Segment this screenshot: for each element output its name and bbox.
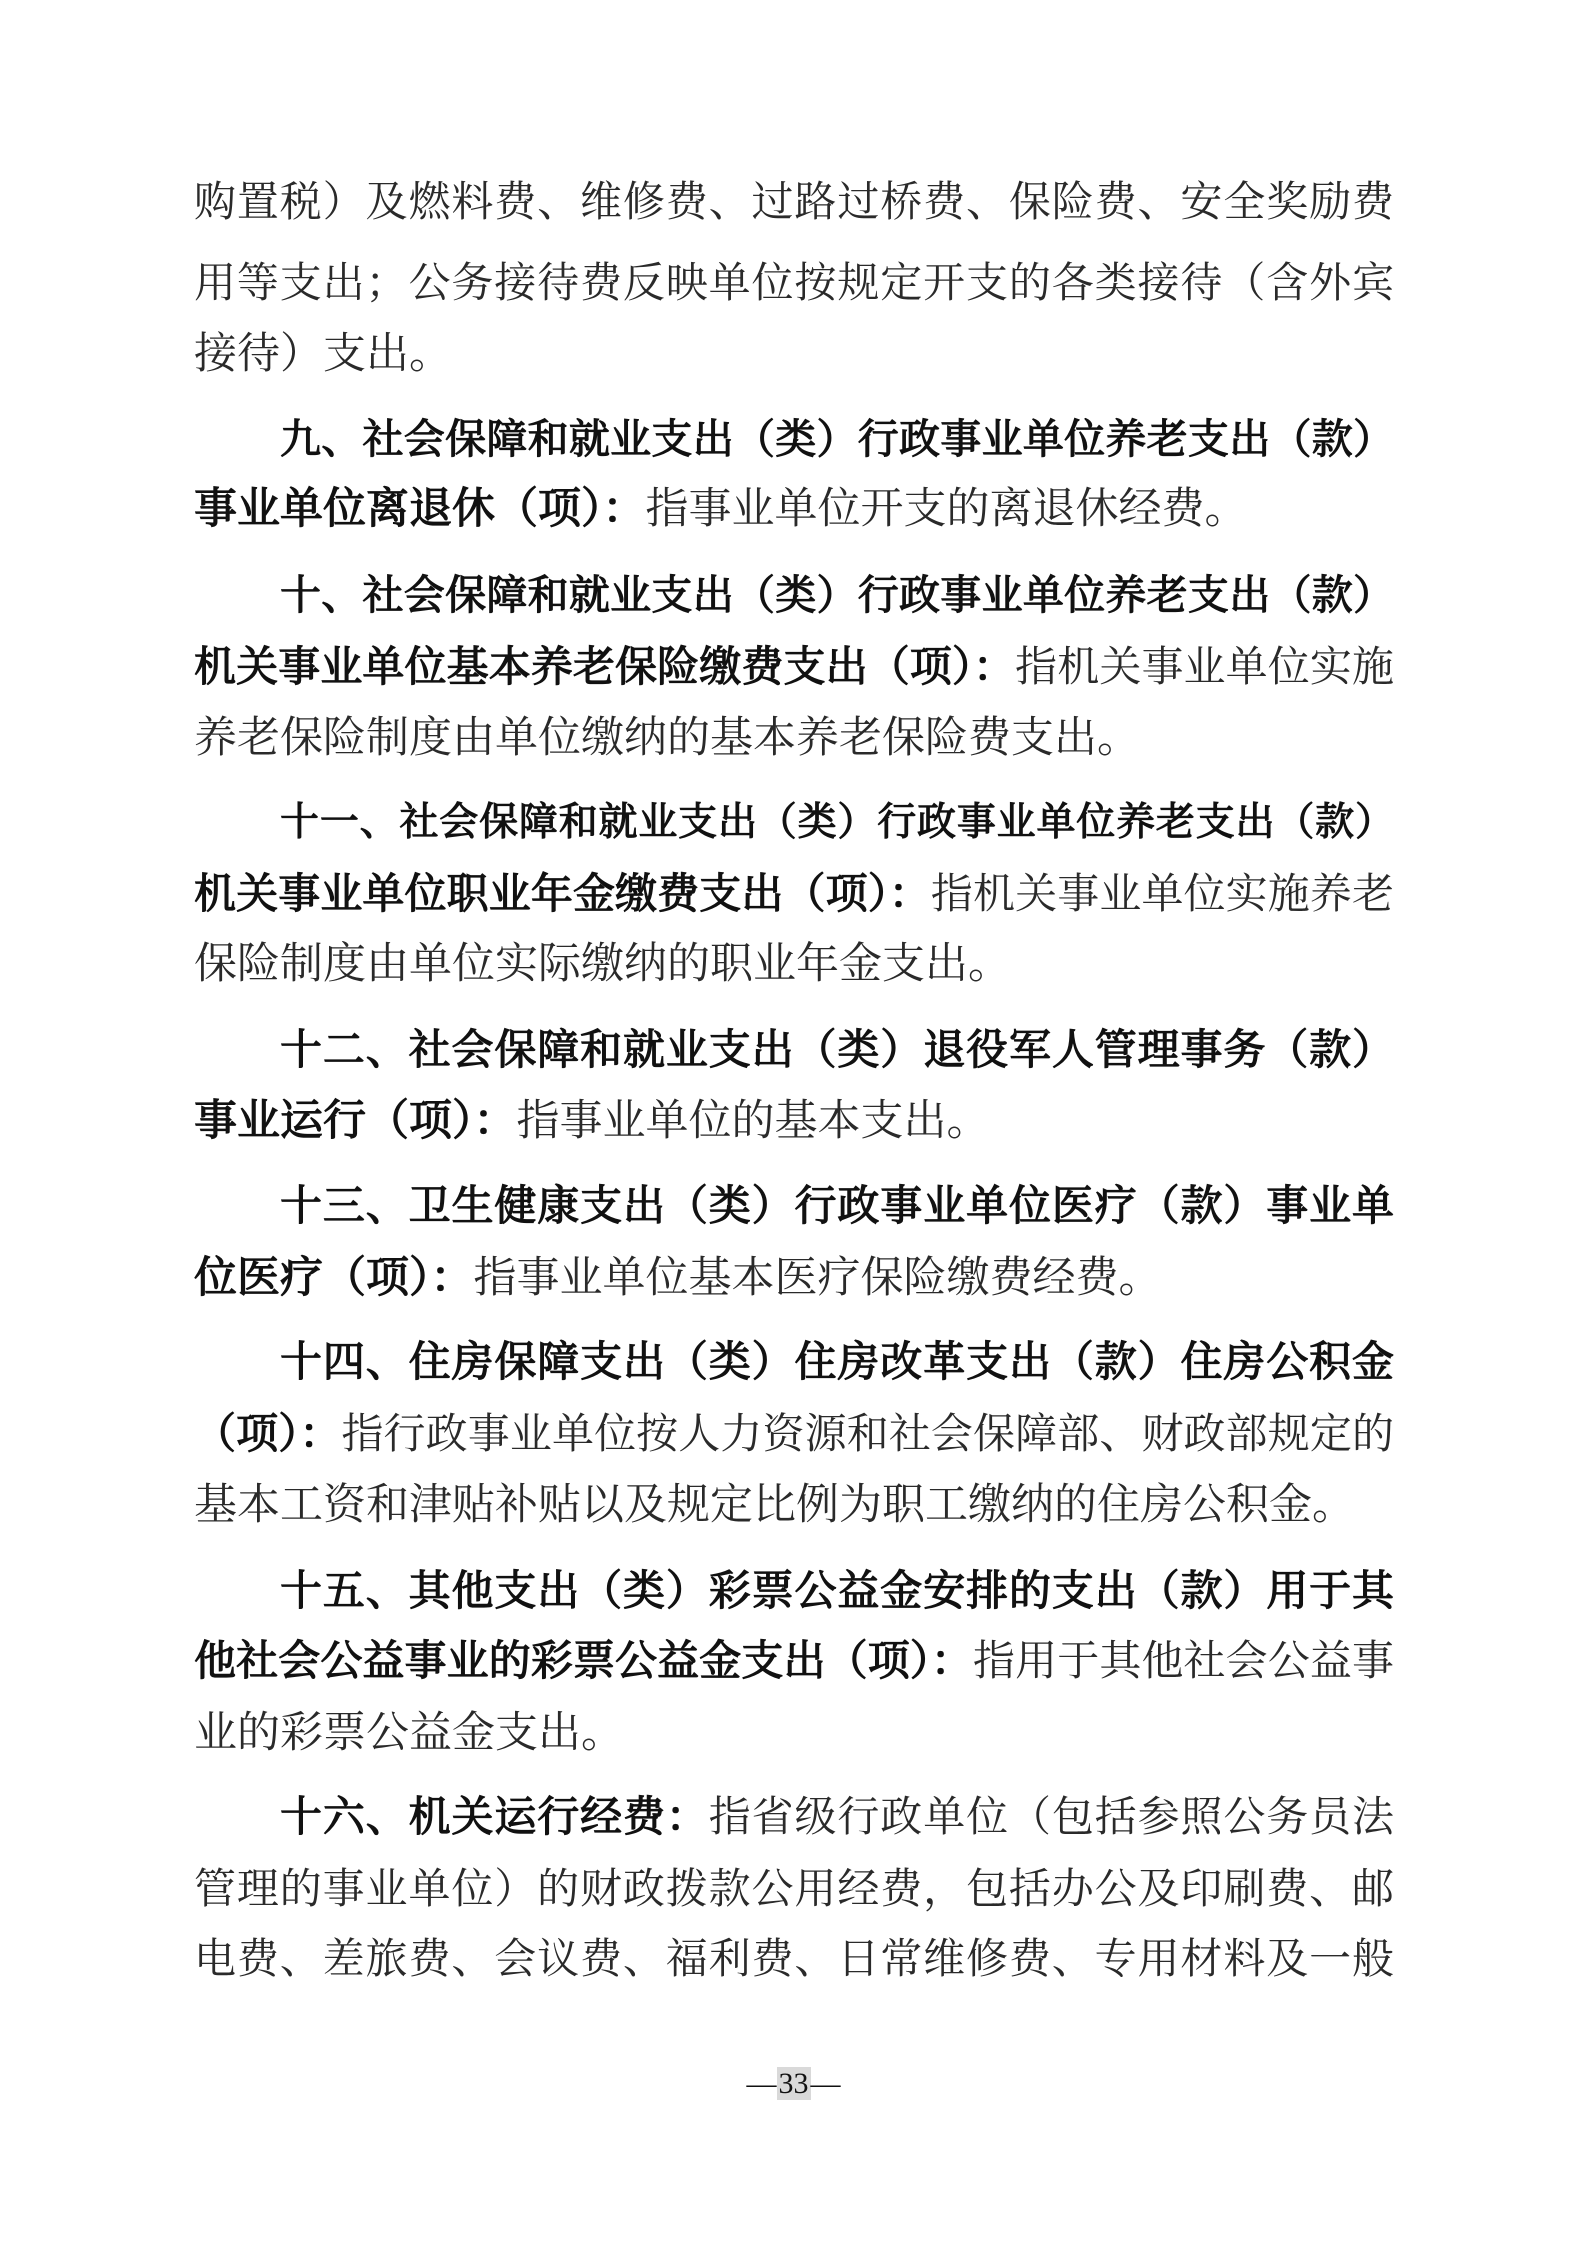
section-heading-text: 事业运行（项）： (194, 1096, 517, 1146)
text-line (194, 710, 1394, 766)
section-heading-text: 十二、社会保障和就业支出（类）退役军人管理事务（款） (280, 1025, 1394, 1074)
section-heading-text: 十四、住房保障支出（类）住房改革支出（款）住房公积金 (280, 1337, 1394, 1386)
section-heading-text: 他社会公益事业的彩票公益金支出（项）： (194, 1636, 974, 1685)
section-heading-text: 十一、社会保障和就业支出（类）行政事业单位养老支出（款） (280, 800, 1394, 845)
text-line (194, 1477, 1394, 1533)
text-line (280, 1022, 1394, 1078)
footer-dash-left: — (746, 2067, 777, 2100)
footer-dash-right: — (810, 2067, 841, 2100)
body-text: 指行政事业单位按人力资源和社会保障部、财政部规定的 (341, 1409, 1394, 1458)
text-line (194, 866, 1394, 922)
text-line (194, 174, 1394, 230)
text-line (280, 1334, 1394, 1390)
text-line (280, 1563, 1394, 1619)
body-text: 用等支出；公务接待费反映单位按规定开支的各类接待（含外宾 (194, 258, 1394, 307)
section-heading-text: 机关事业单位基本养老保险缴费支出（项）： (194, 642, 1016, 691)
section-heading-text: 事业单位离退休（项）： (194, 484, 646, 534)
body-text: 基本工资和津贴补贴以及规定比例为职工缴纳的住房公积金。 (194, 1480, 1355, 1530)
text-line (194, 326, 1394, 382)
section-heading-text: 九、社会保障和就业支出（类）行政事业单位养老支出（款） (280, 415, 1394, 463)
body-text: 购置税）及燃料费、维修费、过路过桥费、保险费、安全奖励费 (194, 177, 1394, 226)
section-heading-text: （项）： (194, 1409, 342, 1458)
body-text: 指省级行政单位（包括参照公务员法 (708, 1792, 1394, 1841)
body-text: 接待）支出。 (194, 329, 452, 379)
text-line (194, 1093, 1394, 1149)
section-heading-text: 位医疗（项）： (194, 1253, 474, 1303)
text-line (280, 1178, 1394, 1234)
text-line (194, 936, 1394, 992)
body-text: 养老保险制度由单位缴纳的基本养老保险费支出。 (194, 713, 1140, 763)
body-text: 保险制度由单位实际缴纳的职业年金支出。 (194, 939, 1011, 989)
text-line (194, 1861, 1394, 1917)
text-line (194, 1931, 1394, 1987)
text-line (194, 481, 1394, 537)
body-text: 管理的事业单位）的财政拨款公用经费，包括办公及印刷费、邮 (194, 1864, 1394, 1913)
text-line (280, 567, 1394, 623)
body-text: 电费、差旅费、会议费、福利费、日常维修费、专用材料及一般 (194, 1934, 1394, 1983)
body-text: 业的彩票公益金支出。 (194, 1708, 624, 1758)
body-text: 指事业单位的基本支出。 (516, 1096, 990, 1146)
section-heading-text: 十三、卫生健康支出（类）行政事业单位医疗（款）事业单 (280, 1181, 1394, 1230)
section-heading-text: 十、社会保障和就业支出（类）行政事业单位养老支出（款） (280, 571, 1394, 619)
text-line (194, 255, 1394, 311)
body-text: 指用于其他社会公益事 (973, 1636, 1394, 1685)
text-line (194, 1633, 1394, 1689)
text-line (194, 1250, 1394, 1306)
text-line (194, 1406, 1394, 1462)
body-text: 指机关事业单位实施养老 (930, 869, 1394, 918)
body-text: 指事业单位开支的离退休经费。 (645, 484, 1248, 534)
body-text: 指事业单位基本医疗保险缴费经费。 (473, 1253, 1162, 1303)
text-line (280, 411, 1394, 467)
section-heading-text: 机关事业单位职业年金缴费支出（项）： (194, 869, 931, 918)
text-line (194, 639, 1394, 695)
text-line (280, 795, 1394, 851)
body-text: 指机关事业单位实施 (1015, 642, 1394, 691)
text-line (194, 1705, 1394, 1761)
page-number: 33 (778, 2067, 809, 2100)
page-footer (0, 2064, 1587, 2104)
section-heading-text: 十六、机关运行经费： (280, 1792, 709, 1841)
text-line (280, 1789, 1394, 1845)
section-heading-text: 十五、其他支出（类）彩票公益金安排的支出（款）用于其 (280, 1566, 1394, 1615)
